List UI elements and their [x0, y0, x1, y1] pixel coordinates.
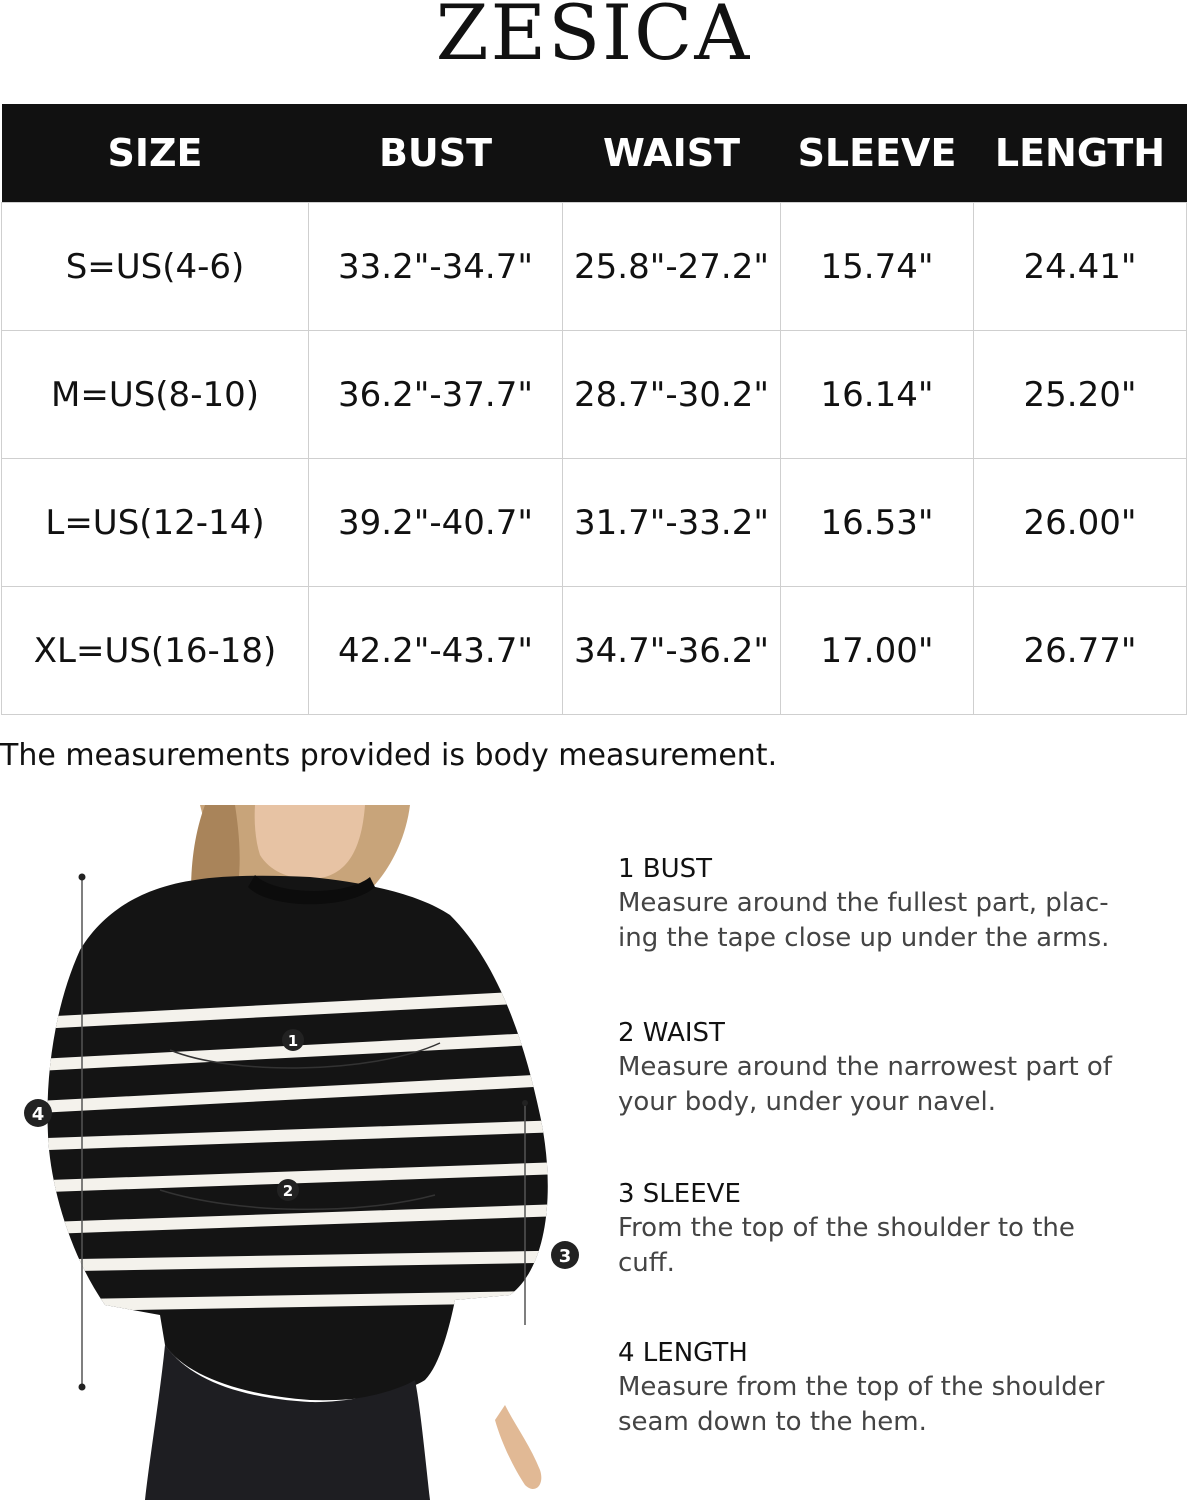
header-length: LENGTH	[974, 104, 1187, 203]
guide-length-title: 4 LENGTH	[618, 1338, 748, 1368]
cell-length: 25.20"	[974, 331, 1187, 459]
header-size: SIZE	[2, 104, 309, 203]
cell-size: S=US(4-6)	[2, 203, 309, 331]
guide-waist-desc-line: Measure around the narrowest part of	[618, 1052, 1112, 1082]
guide-bust-desc-line: ing the tape close up under the arms.	[618, 923, 1110, 953]
cell-length: 26.00"	[974, 459, 1187, 587]
model-figure	[10, 805, 600, 1500]
guide-bust	[618, 852, 1158, 956]
cell-bust: 36.2"-37.7"	[309, 331, 563, 459]
table-row	[2, 331, 1187, 459]
sleeve-line-top-dot	[522, 1100, 528, 1106]
guide-sleeve-title: 3 SLEEVE	[618, 1179, 741, 1209]
cell-waist: 34.7"-36.2"	[563, 587, 781, 715]
cell-length: 26.77"	[974, 587, 1187, 715]
cell-size: XL=US(16-18)	[2, 587, 309, 715]
measurement-note: The measurements provided is body measurement.	[0, 738, 778, 773]
cell-waist: 31.7"-33.2"	[563, 459, 781, 587]
guide-length-desc-line: seam down to the hem.	[618, 1407, 927, 1437]
guide-length	[618, 1336, 1158, 1440]
table-row	[2, 203, 1187, 331]
cell-sleeve: 15.74"	[781, 203, 974, 331]
table-row	[2, 459, 1187, 587]
marker-3-label: 3	[558, 1246, 572, 1267]
cell-bust: 42.2"-43.7"	[309, 587, 563, 715]
size-chart-table	[1, 104, 1187, 715]
marker-4-label: 4	[31, 1104, 45, 1125]
cell-size: M=US(8-10)	[2, 331, 309, 459]
header-bust: BUST	[309, 104, 563, 203]
guide-waist	[618, 1016, 1158, 1120]
length-line-bottom-dot	[79, 1384, 86, 1391]
hand-shape	[495, 1405, 541, 1489]
guide-sleeve-desc-line: cuff.	[618, 1248, 675, 1278]
marker-1-label: 1	[287, 1032, 299, 1050]
cell-bust: 33.2"-34.7"	[309, 203, 563, 331]
cell-waist: 25.8"-27.2"	[563, 203, 781, 331]
length-line-top-dot	[79, 874, 86, 881]
cell-bust: 39.2"-40.7"	[309, 459, 563, 587]
cell-sleeve: 16.14"	[781, 331, 974, 459]
cell-length: 24.41"	[974, 203, 1187, 331]
table-row	[2, 587, 1187, 715]
header-sleeve: SLEEVE	[781, 104, 974, 203]
guide-sleeve-desc-line: From the top of the shoulder to the	[618, 1213, 1075, 1243]
cell-waist: 28.7"-30.2"	[563, 331, 781, 459]
header-waist: WAIST	[563, 104, 781, 203]
guide-waist-title: 2 WAIST	[618, 1018, 725, 1048]
guide-waist-desc-line: your body, under your navel.	[618, 1087, 996, 1117]
guide-bust-desc-line: Measure around the fullest part, plac-	[618, 888, 1109, 918]
guide-bust-title: 1 BUST	[618, 854, 713, 884]
cell-size: L=US(12-14)	[2, 459, 309, 587]
brand-logo: ZESICA	[435, 0, 752, 77]
cell-sleeve: 16.53"	[781, 459, 974, 587]
marker-2-label: 2	[282, 1182, 294, 1200]
guide-length-desc-line: Measure from the top of the shoulder	[618, 1372, 1105, 1402]
guide-sleeve	[618, 1177, 1158, 1281]
table-header-row	[2, 104, 1187, 203]
cell-sleeve: 17.00"	[781, 587, 974, 715]
